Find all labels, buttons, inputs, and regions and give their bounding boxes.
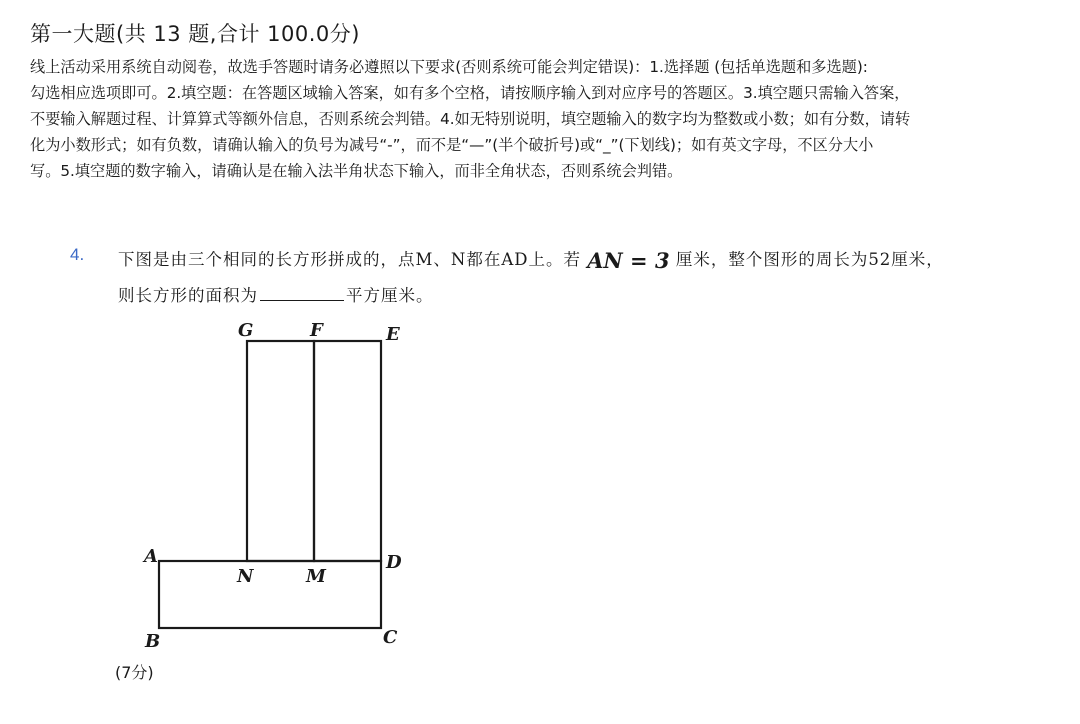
point-label-f: F <box>310 320 323 341</box>
formula-an-equals-3: AN = 3 <box>587 248 670 273</box>
bottom-rectangle-abcd <box>159 561 381 628</box>
point-label-d: D <box>386 552 402 573</box>
point-label-n: N <box>237 566 254 587</box>
question-text-part-2: 厘米，整个图形的周长为52厘米， <box>675 250 944 269</box>
score-label: (7分) <box>115 663 154 682</box>
vertical-rectangle-right <box>314 341 381 561</box>
section-title: 第一大题(共 13 题,合计 100.0分) <box>30 22 360 46</box>
vertical-rectangle-left <box>247 341 314 561</box>
question-number: 4. <box>70 245 85 264</box>
question-text-part-1: 下图是由三个相同的长方形拼成的，点M、N都在AD上。若 <box>118 250 581 269</box>
question-text-before-blank: 则长方形的面积为 <box>118 286 258 305</box>
point-label-e: E <box>386 324 400 345</box>
point-label-b: B <box>145 631 161 652</box>
point-label-g: G <box>238 320 254 341</box>
point-label-a: A <box>144 546 158 567</box>
instructions-line: 写。5.填空题的数字输入，请确认是在输入法半角状态下输入，而非全角状态，否则系统会判错。 <box>30 162 683 180</box>
point-label-c: C <box>383 627 398 648</box>
question-text-after-blank: 平方厘米。 <box>346 286 434 305</box>
instructions-line: 线上活动采用系统自动阅卷，故选手答题时请务必遵照以下要求(否则系统可能会判定错误)：1.选择题 (包括单选题和多选题): <box>30 58 868 76</box>
instructions-line: 化为小数形式；如有负数，请确认输入的负号为减号“-”，而不是“—”(半个破折号)或“_”(下划线)；如有英文字母，不区分大小 <box>30 136 874 154</box>
instructions-line: 勾选相应选项即可。2.填空题：在答题区域输入答案，如有多个空格，请按顺序输入到对应序号的答题区。3.填空题只需输入答案， <box>30 84 910 102</box>
point-label-m: M <box>306 566 326 587</box>
instructions-line: 不要输入解题过程、计算算式等额外信息，否则系统会判错。4.如无特别说明，填空题输入的数字均为整数或小数；如有分数，请转 <box>30 110 911 128</box>
